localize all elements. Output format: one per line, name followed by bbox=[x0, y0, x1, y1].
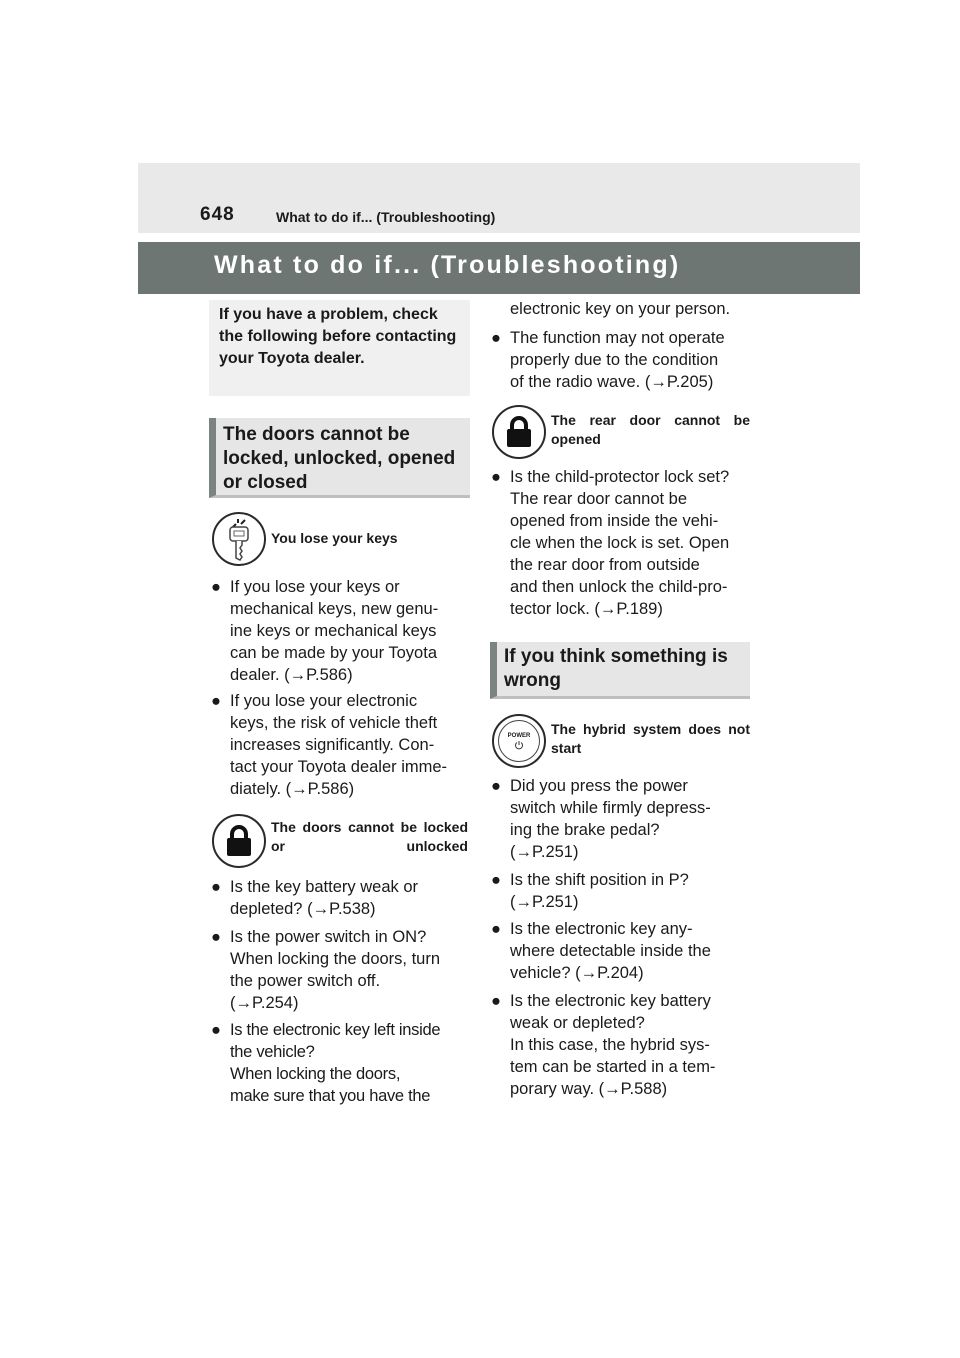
running-header-title: What to do if... (Troubleshooting) bbox=[276, 209, 496, 225]
bullet-text: Is the key battery weak or depleted? (→P.538) bbox=[230, 878, 419, 918]
bullet-icon: ● bbox=[211, 928, 221, 946]
list-item bbox=[211, 1019, 473, 1109]
page-number: 648 bbox=[200, 204, 235, 225]
power-switch-icon bbox=[492, 714, 546, 768]
key-icon bbox=[212, 512, 266, 566]
list-item bbox=[211, 576, 471, 686]
continuation-text: electronic key on your person. bbox=[510, 300, 731, 318]
bullet-icon: ● bbox=[491, 920, 501, 938]
subheading-cannot-lock: The doors cannot be locked or unlocked bbox=[271, 819, 468, 854]
section-heading-doors: The doors cannot be locked, unlocked, opened or closed bbox=[209, 418, 470, 498]
intro-box: If you have a problem, check the following before contacting your Toyota dealer. bbox=[209, 300, 470, 396]
section-heading-wrong: If you think something is wrong bbox=[490, 642, 750, 699]
bullet-text: Is the shift position in P? (→P.251) bbox=[510, 871, 689, 911]
bullet-icon: ● bbox=[491, 871, 501, 889]
bullet-icon: ● bbox=[491, 992, 501, 1010]
bullet-icon: ● bbox=[211, 578, 221, 596]
bullet-icon: ● bbox=[491, 777, 501, 795]
bullet-text: Is the child-protector lock set? The rear door cannot be opened from inside the vehi- cle when the lock is set. Open the rear door from outside and then unlock the child-pro- tector lock. (→P.189) bbox=[510, 468, 730, 618]
bullet-text: If you lose your keys or mechanical keys, new genu- ine keys or mechanical keys can be made by your Toyota dealer. (→P.586) bbox=[230, 578, 439, 684]
power-label: POWER bbox=[507, 732, 531, 739]
running-header-bar bbox=[138, 163, 860, 233]
list-item bbox=[491, 775, 753, 865]
bullet-icon: ● bbox=[491, 329, 501, 347]
bullet-icon: ● bbox=[211, 878, 221, 896]
list-item bbox=[491, 327, 751, 395]
list-item bbox=[491, 990, 753, 1102]
bullet-text: Did you press the power switch while firmly depress- ing the brake pedal? (→P.251) bbox=[510, 777, 711, 861]
list-item bbox=[211, 876, 471, 921]
bullet-text: Is the electronic key any- where detectable inside the vehicle? (→P.204) bbox=[510, 920, 711, 982]
bullet-icon: ● bbox=[491, 468, 501, 486]
list-item bbox=[491, 466, 753, 621]
subheading-lose-keys: You lose your keys bbox=[271, 530, 398, 546]
bullet-text: Is the electronic key battery weak or depleted? In this case, the hybrid sys- tem can be started in a tem- porary way. (→P.588) bbox=[510, 992, 716, 1098]
list-item bbox=[491, 869, 753, 914]
power-symbol-icon bbox=[514, 740, 524, 750]
bullet-text: If you lose your electronic keys, the risk of vehicle theft increases significantly. Con- tact your Toyota dealer imme- diately. (→P.586) bbox=[230, 692, 448, 798]
list-item bbox=[211, 690, 471, 800]
bullet-text: Is the power switch in ON? When locking the doors, turn the power switch off. (→P.254) bbox=[230, 928, 441, 1012]
padlock-icon bbox=[212, 814, 266, 868]
bullet-icon: ● bbox=[211, 1021, 221, 1039]
bullet-text: Is the electronic key left inside the vehicle? When locking the doors, make sure that you have the bbox=[230, 1021, 441, 1105]
subheading-rear-door: The rear door cannot be opened bbox=[551, 412, 750, 447]
list-item bbox=[211, 926, 471, 1016]
list-item bbox=[491, 918, 753, 986]
padlock-icon bbox=[492, 405, 546, 459]
page-title: What to do if... (Troubleshooting) bbox=[214, 251, 681, 279]
bullet-icon: ● bbox=[211, 692, 221, 710]
bullet-text: The function may not operate properly due to the condition of the radio wave. (→P.205) bbox=[510, 329, 725, 391]
subheading-hybrid: The hybrid system does not start bbox=[551, 721, 750, 756]
